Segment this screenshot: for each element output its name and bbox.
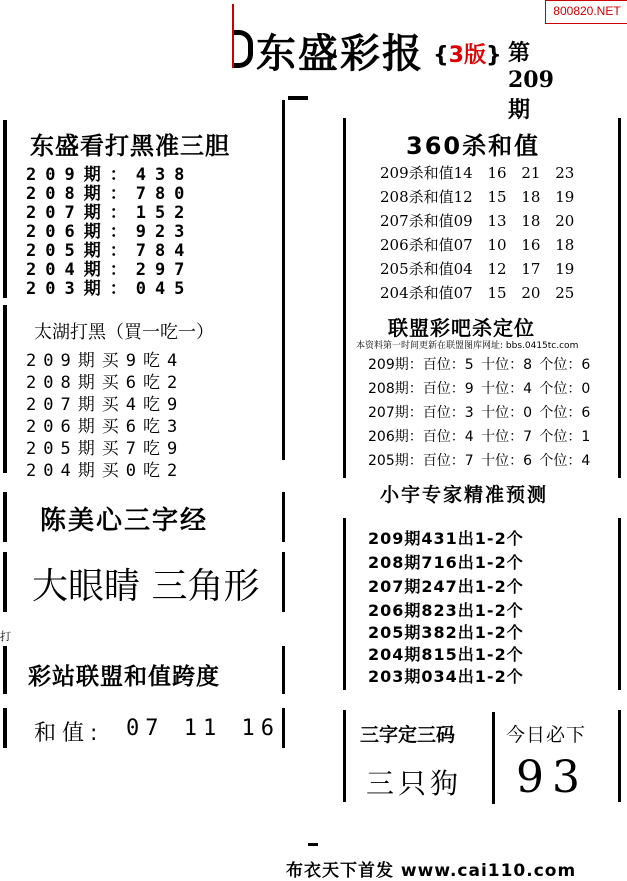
triangle-eyes-text: 大眼睛 三角形 <box>32 566 260 607</box>
list-item: 206期：百位：4 十位：7 个位：1 <box>368 429 591 445</box>
list-item: 207期：152 <box>26 203 194 223</box>
center-rule <box>282 708 285 748</box>
right-inner-rule <box>343 118 346 478</box>
list-item: 206期823出1-2个 <box>368 601 524 620</box>
masthead-logo-fragment <box>234 30 253 68</box>
right-middle-rule <box>492 712 495 804</box>
list-item: 204期：297 <box>26 260 194 280</box>
list-item: 205期382出1-2个 <box>368 623 524 642</box>
right-inner-rule <box>343 710 346 802</box>
list-item: 209期：438 <box>26 165 194 185</box>
panel-title-xiaoyu: 小宇专家精准预测 <box>380 484 549 506</box>
center-rule <box>282 492 285 542</box>
panel-title-360: 360杀和值 <box>406 132 541 160</box>
panel-title-taihu: 太湖打黑（買一吃一） <box>34 322 214 343</box>
right-inner-rule <box>343 518 346 690</box>
center-rule <box>282 100 285 460</box>
must-pick-title: 今日必下 <box>506 724 587 746</box>
sum-label: 和值: <box>34 721 104 746</box>
footer-credit: 布衣天下首发 www.cai110.com <box>286 861 577 881</box>
list-item: 204期815出1-2个 <box>368 645 524 664</box>
list-item: 209期买9吃4 <box>26 351 185 371</box>
right-outer-rule <box>618 710 621 802</box>
panel-title-chen: 陈美心三字经 <box>40 506 209 536</box>
panel-title-black-picks: 东盛看打黑准三胆 <box>30 132 230 160</box>
masthead <box>228 0 554 123</box>
left-column-rule <box>3 552 7 612</box>
watermark-badge: 800820.NET <box>545 0 627 24</box>
list-item: 207杀和值09 13 18 20 <box>380 212 575 230</box>
left-column-rule <box>3 646 7 694</box>
center-rule <box>282 646 285 694</box>
list-item: 209期：百位：5 十位：8 个位：6 <box>368 357 591 373</box>
masthead-edition: {3版} <box>433 43 502 68</box>
list-item: 209期431出1-2个 <box>368 529 524 548</box>
list-item: 205期：784 <box>26 241 194 261</box>
list-item: 206杀和值07 10 16 18 <box>380 236 575 254</box>
center-rule <box>282 552 285 612</box>
list-item: 203期：045 <box>26 279 194 299</box>
left-column-rule <box>3 120 7 298</box>
list-item: 208期716出1-2个 <box>368 553 524 572</box>
left-column-rule <box>3 305 7 473</box>
alliance-note: 本资料第一时间更新在联盟图库网址: bbs.0415tc.com <box>356 341 579 351</box>
list-item: 203期034出1-2个 <box>368 667 524 686</box>
stray-mark: 打 <box>0 630 11 643</box>
top-divider-mark <box>288 96 308 100</box>
left-column-rule <box>3 708 7 748</box>
panel-title-alliance: 联盟彩吧杀定位 <box>388 316 535 340</box>
three-code-title: 三字定三码 <box>360 724 456 746</box>
left-column-rule <box>3 492 7 542</box>
footer-tick <box>308 843 318 846</box>
list-item: 208期：百位：9 十位：4 个位：0 <box>368 381 591 397</box>
list-item: 207期买4吃9 <box>26 395 185 415</box>
list-item: 205期：百位：7 十位：6 个位：4 <box>368 453 591 469</box>
list-item: 204期买0吃2 <box>26 461 185 481</box>
list-item: 204杀和值07 15 20 25 <box>380 284 575 302</box>
list-item: 207期247出1-2个 <box>368 577 524 596</box>
list-item: 206期买6吃3 <box>26 417 185 437</box>
list-item: 205杀和值04 12 17 19 <box>380 260 575 278</box>
must-pick-value: 93 <box>516 752 588 803</box>
right-outer-rule <box>618 518 621 690</box>
list-item: 208期：780 <box>26 184 194 204</box>
list-item: 208期买6吃2 <box>26 373 185 393</box>
sum-value: 07 11 16 <box>126 716 280 741</box>
panel-title-sum-span: 彩站联盟和值跨度 <box>28 664 220 690</box>
list-item: 209杀和值14 16 21 23 <box>380 164 575 182</box>
right-outer-rule <box>618 118 621 478</box>
list-item: 208杀和值12 15 18 19 <box>380 188 575 206</box>
list-item: 205期买7吃9 <box>26 439 185 459</box>
list-item: 206期：923 <box>26 222 194 242</box>
masthead-title: 东盛彩报 <box>256 31 424 77</box>
three-code-value: 三只狗 <box>366 767 463 800</box>
list-item: 207期：百位：3 十位：0 个位：6 <box>368 405 591 421</box>
masthead-issue: 第209期 <box>508 40 554 123</box>
